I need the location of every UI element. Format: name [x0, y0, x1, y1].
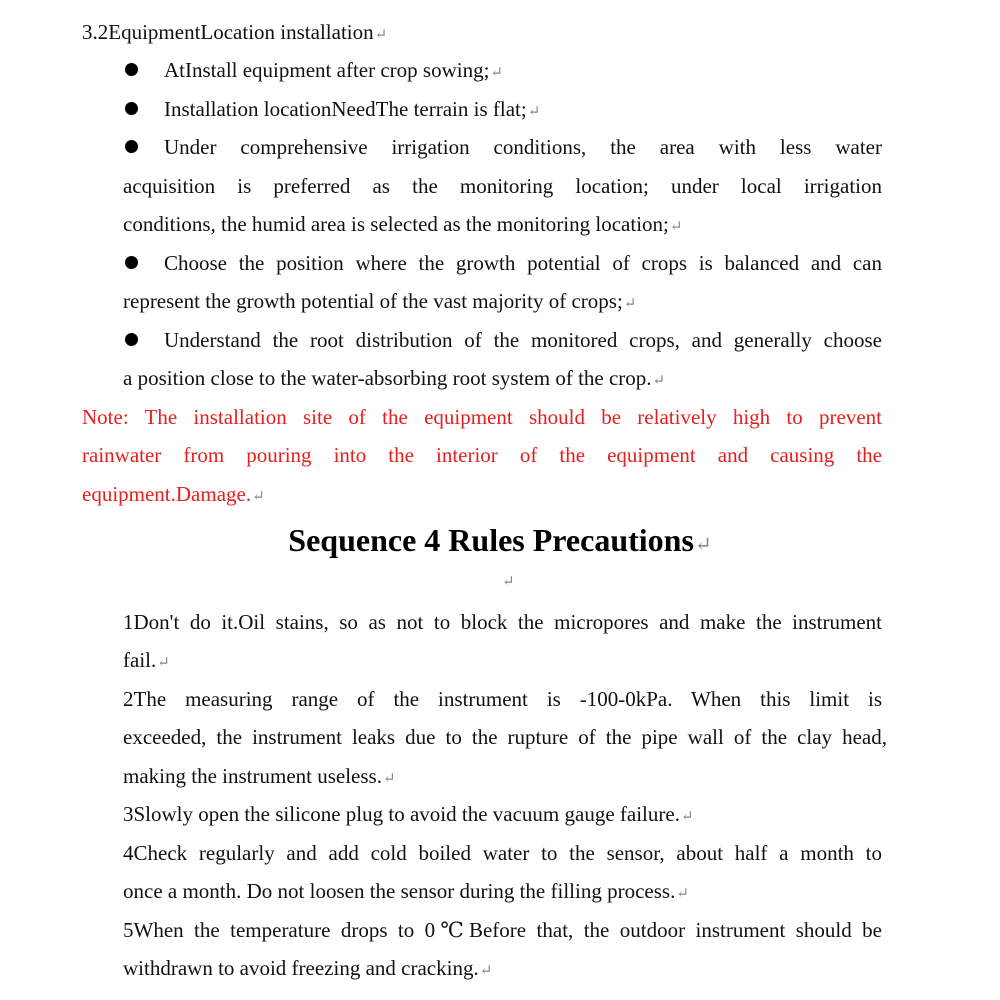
bullet-item-4-line-2: represent the growth potential of the vast majority of crops;↵	[123, 289, 637, 313]
empty-paragraph-mark-icon: ↵	[502, 574, 515, 590]
bullet-item-3-line-2: acquisition is preferred as the monitoring location; under local irrigation	[123, 174, 882, 198]
paragraph-mark-icon: ↵	[676, 886, 689, 902]
paragraph-mark-icon: ↵	[669, 219, 683, 235]
precaution-item-2-line-1: 2The measuring range of the instrument is -100-0kPa. When this limit is	[123, 687, 882, 711]
paragraph-mark-icon: ↵	[252, 489, 265, 505]
precaution-item-3: 3Slowly open the silicone plug to avoid the vacuum gauge failure.↵	[123, 802, 694, 826]
note-line-1: Note: The installation site of the equipment should be relatively high to prevent	[82, 405, 882, 429]
paragraph-mark-icon: ↵	[382, 771, 396, 787]
chapter-title: Sequence 4 Rules Precautions↵	[288, 522, 712, 558]
bullet-item-4-line-1: Choose the position where the growth potential of crops is balanced and can	[164, 251, 882, 275]
precaution-item-1-line-2: fail.↵	[123, 648, 170, 672]
paragraph-mark-icon: ↵	[623, 296, 637, 312]
paragraph-mark-icon: ↵	[527, 104, 541, 120]
paragraph-mark-icon: ↵	[374, 27, 388, 43]
precaution-item-4-line-1: 4Check regularly and add cold boiled water to the sensor, about half a month to	[123, 841, 882, 865]
note-line-2: rainwater from pouring into the interior of the equipment and causing the	[82, 443, 882, 467]
bullet-item-3-line-1: Under comprehensive irrigation conditions, the area with less water	[164, 135, 882, 159]
precaution-item-1-line-1: 1Don't do it.Oil stains, so as not to block the micropores and make the instrument	[123, 610, 882, 634]
precaution-item-2-line-2: exceeded, the instrument leaks due to the rupture of the pipe wall of the clay head,	[123, 725, 887, 749]
precaution-item-2-line-3: making the instrument useless.↵	[123, 764, 396, 788]
section-heading: 3.2EquipmentLocation installation↵	[82, 20, 388, 44]
paragraph-mark-icon: ↵	[490, 65, 503, 81]
paragraph-mark-icon: ↵	[680, 809, 694, 825]
precaution-item-5-line-2: withdrawn to avoid freezing and cracking.↵	[123, 956, 493, 980]
precaution-item-4-line-2: once a month. Do not loosen the sensor during the filling process.↵	[123, 879, 689, 903]
bullet-icon	[125, 63, 138, 76]
bullet-item-5-line-2: a position close to the water-absorbing root system of the crop.↵	[123, 366, 666, 390]
paragraph-mark-icon: ↵	[157, 655, 170, 671]
bullet-icon	[125, 140, 138, 153]
precaution-item-5-line-1: 5When the temperature drops to 0℃Before that, the outdoor instrument should be	[123, 918, 882, 942]
paragraph-mark-icon: ↵	[694, 534, 712, 556]
paragraph-mark-icon: ↵	[479, 963, 493, 979]
bullet-icon	[125, 102, 138, 115]
bullet-item-1: AtInstall equipment after crop sowing;↵	[164, 58, 503, 82]
bullet-item-3-line-3: conditions, the humid area is selected as the monitoring location;↵	[123, 212, 683, 236]
bullet-item-2: Installation locationNeedThe terrain is flat;↵	[164, 97, 541, 121]
bullet-item-5-line-1: Understand the root distribution of the monitored crops, and generally choose	[164, 328, 882, 352]
bullet-icon	[125, 333, 138, 346]
bullet-icon	[125, 256, 138, 269]
note-line-3: equipment.Damage.↵	[82, 482, 265, 506]
paragraph-mark-icon: ↵	[652, 373, 666, 389]
